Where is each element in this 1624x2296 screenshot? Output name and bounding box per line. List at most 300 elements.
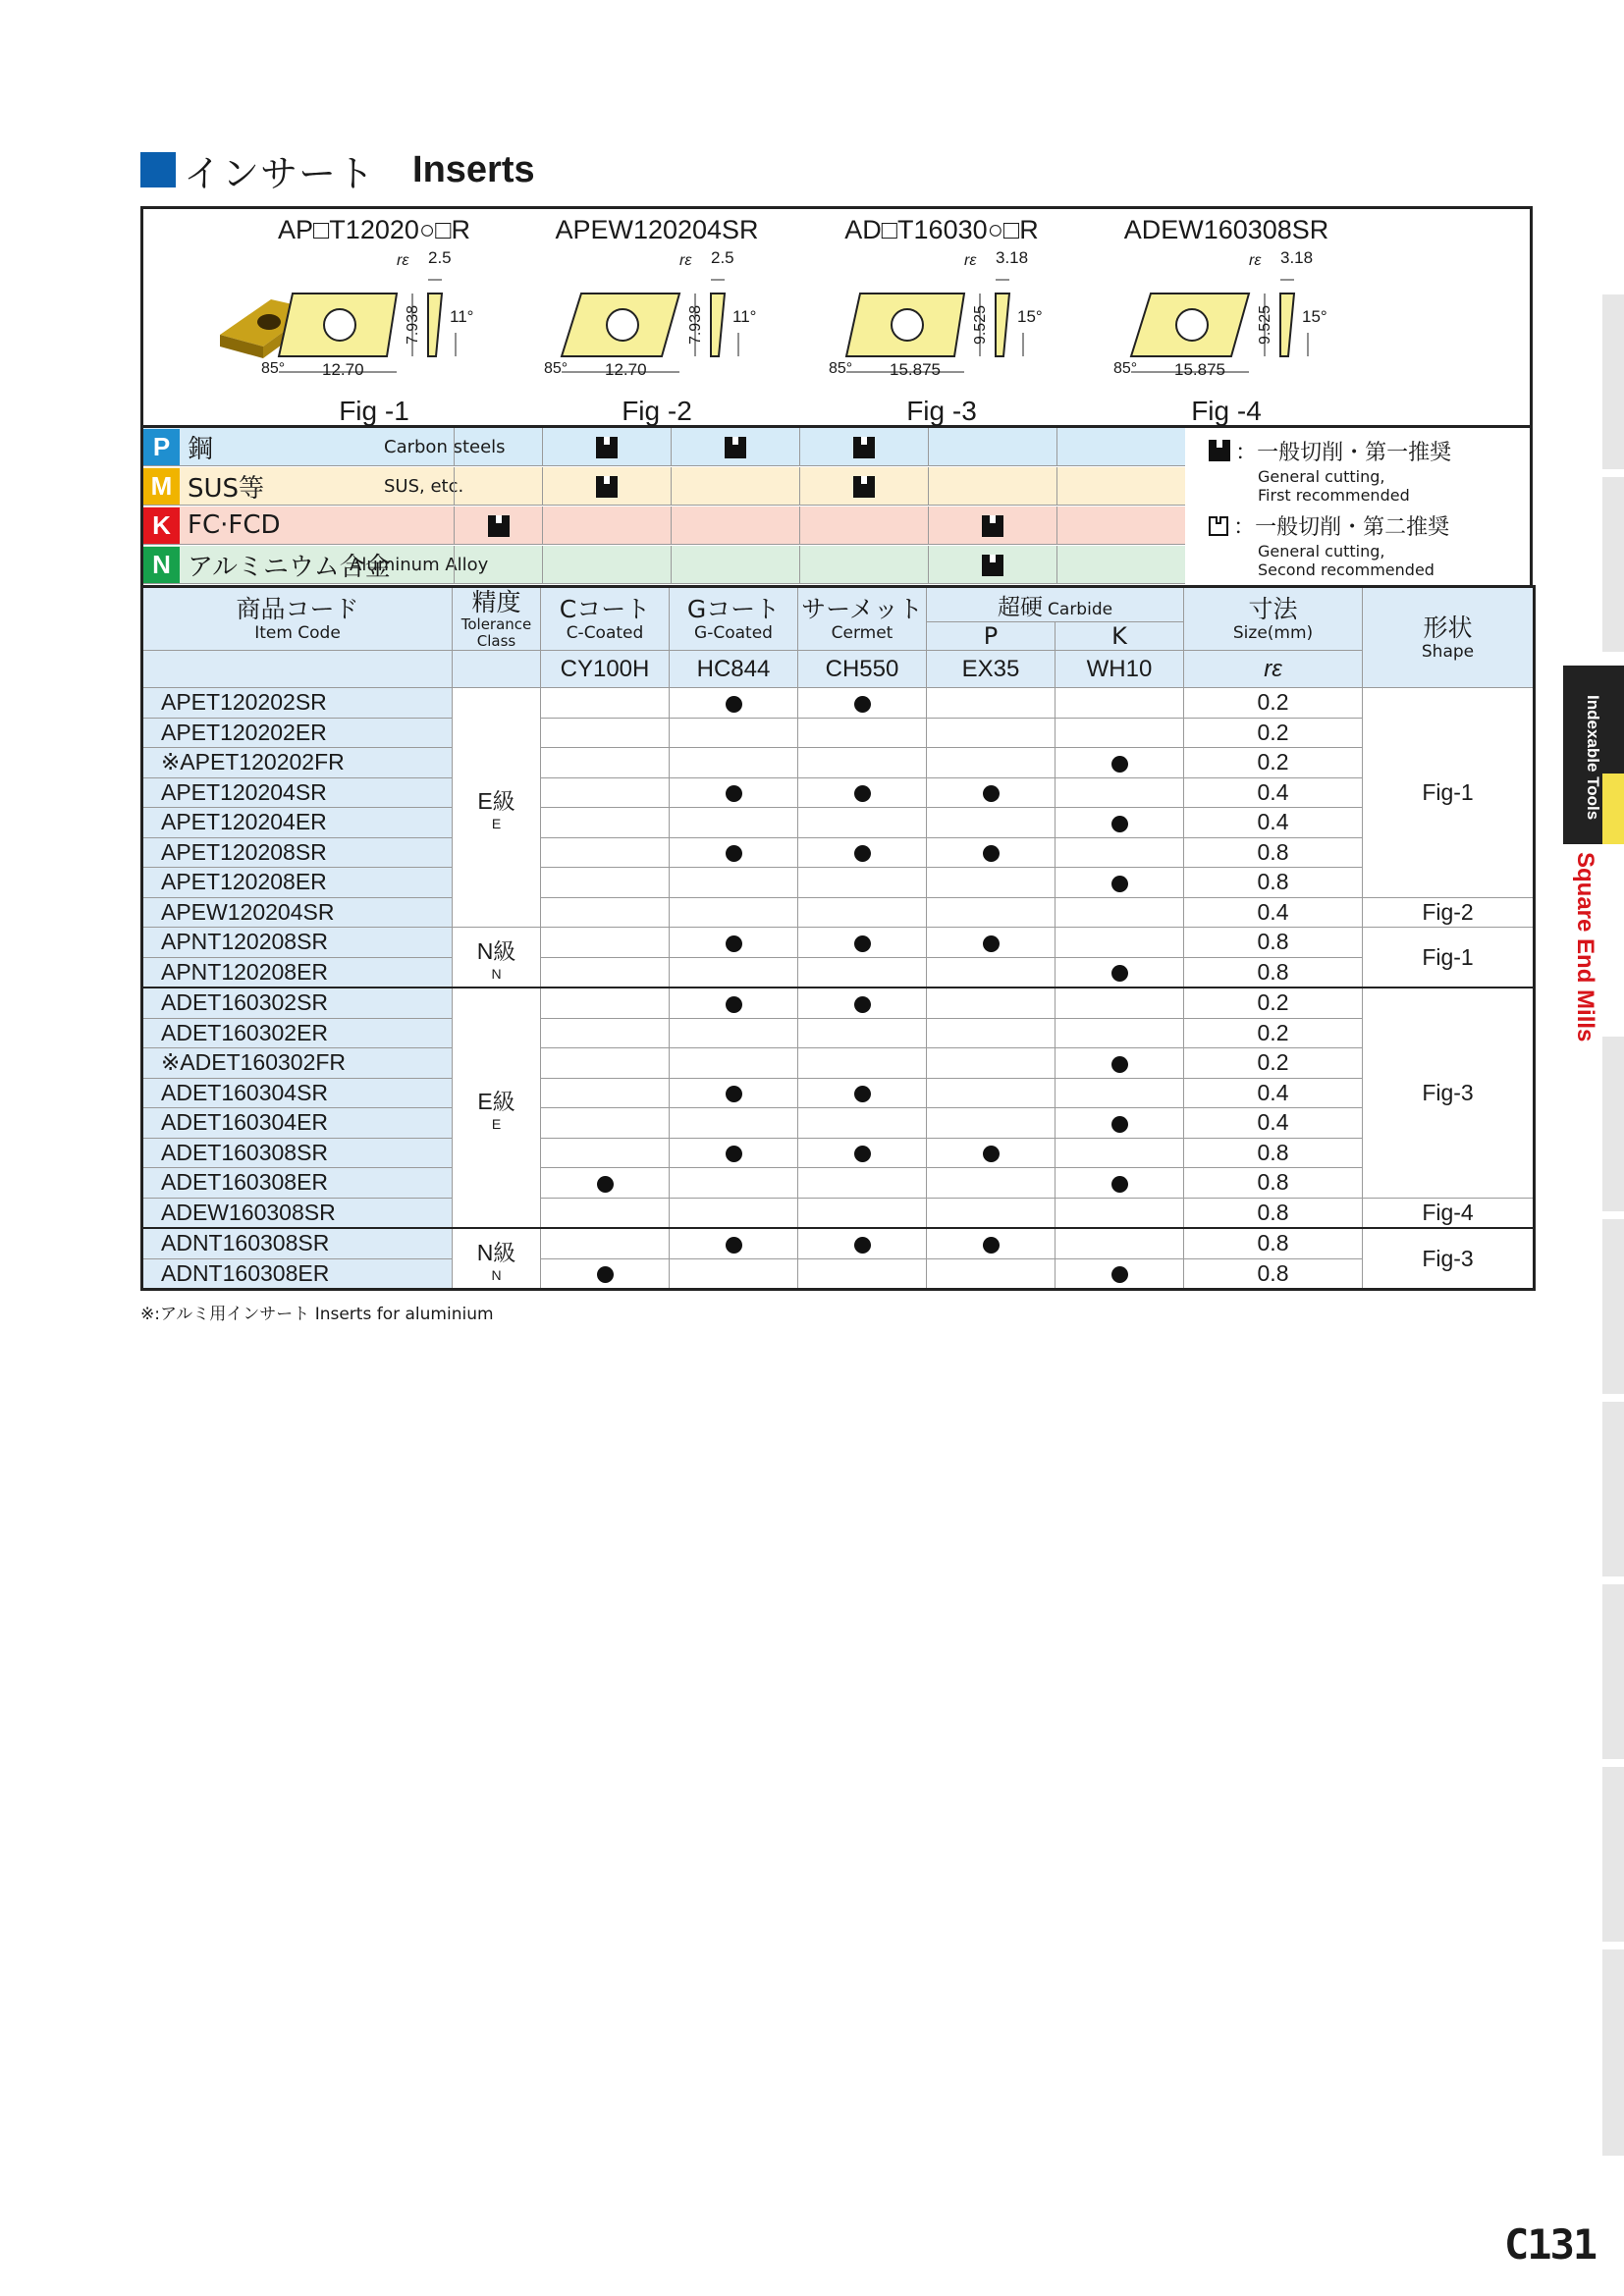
legend-second-jp: ：一般切削・第二推奨 — [1233, 515, 1450, 540]
corner-radius: 0.4 — [1184, 777, 1363, 808]
grade-cell — [670, 837, 798, 868]
grade-cell — [1056, 1198, 1184, 1228]
grade-cell — [670, 897, 798, 928]
grade-cell — [670, 688, 798, 719]
index-tab-label: Indexable Tools — [1584, 695, 1602, 821]
corner-radius: 0.2 — [1184, 688, 1363, 719]
grade-cell — [541, 808, 670, 838]
tolerance-class: N級 N — [453, 1228, 541, 1290]
grade-cell — [798, 1018, 927, 1048]
table-row — [142, 988, 1535, 1018]
available-dot-icon — [1111, 1116, 1128, 1133]
header-re: rε — [1184, 651, 1363, 688]
material-cell — [542, 467, 671, 506]
dimension-re: rε — [679, 252, 692, 269]
grade-cell — [541, 1258, 670, 1290]
grade-cell — [541, 688, 670, 719]
first-recommended-icon — [725, 437, 746, 458]
available-dot-icon — [854, 1086, 871, 1102]
table-row — [142, 868, 1535, 898]
material-en: Aluminum Alloy — [350, 554, 489, 575]
legend-first-en2: First recommended — [1258, 486, 1410, 505]
insert-drawing — [232, 254, 516, 401]
dimension-len: 12.70 — [322, 360, 364, 379]
first-recommended-icon — [488, 515, 510, 537]
available-dot-icon — [983, 935, 1000, 952]
grade-cell — [798, 957, 927, 988]
available-dot-icon — [726, 1146, 742, 1162]
grade-cell — [541, 897, 670, 928]
table-row — [142, 928, 1535, 958]
header-carbide: 超硬 Carbide — [927, 587, 1184, 622]
insert-drawing — [799, 254, 1084, 401]
available-dot-icon — [726, 845, 742, 862]
grade-cell — [927, 897, 1056, 928]
figure-label: Fig -3 — [906, 396, 977, 426]
corner-radius: 0.8 — [1184, 837, 1363, 868]
dimension-clear: 15° — [1302, 307, 1327, 326]
dimension-re: rε — [964, 252, 977, 269]
header-tolerance: 精度 Tolerance Class — [453, 587, 541, 651]
table-row — [142, 808, 1535, 838]
grade-cell — [541, 1138, 670, 1168]
second-recommended-icon — [1209, 516, 1228, 536]
available-dot-icon — [983, 1146, 1000, 1162]
item-code: ※APET120202FR — [142, 748, 453, 778]
grade-cell — [670, 1078, 798, 1108]
grade-cell — [798, 777, 927, 808]
grade-cell — [670, 1018, 798, 1048]
material-en: SUS, etc. — [384, 475, 464, 497]
material-cell — [799, 467, 928, 506]
item-code: ADET160304ER — [142, 1108, 453, 1139]
tolerance-class: E級 E — [453, 988, 541, 1228]
page-number: C131 — [1504, 2220, 1597, 2269]
heading-square-icon — [140, 152, 176, 187]
corner-radius: 0.8 — [1184, 1168, 1363, 1199]
header-size: 寸法 Size(mm) — [1184, 587, 1363, 651]
legend-first-jp: ：一般切削・第一推奨 — [1235, 441, 1452, 465]
grade-cell — [927, 837, 1056, 868]
grade-cell — [1056, 837, 1184, 868]
grade-cell — [1056, 1108, 1184, 1139]
corner-radius: 0.2 — [1184, 748, 1363, 778]
grade-cell — [1056, 1168, 1184, 1199]
material-cell — [928, 546, 1056, 584]
available-dot-icon — [1111, 816, 1128, 832]
grade-cell — [927, 1228, 1056, 1258]
grade-cell — [541, 777, 670, 808]
grade-cell — [670, 868, 798, 898]
side-tab — [1602, 477, 1624, 652]
grade-cell — [541, 748, 670, 778]
dimension-re: rε — [1249, 252, 1262, 269]
grade-cell — [1056, 777, 1184, 808]
grade-cell — [927, 1168, 1056, 1199]
available-dot-icon — [597, 1266, 614, 1283]
grade-cell — [670, 1168, 798, 1199]
grade-cell — [541, 988, 670, 1018]
table-row — [142, 1258, 1535, 1290]
material-cell — [542, 428, 671, 466]
grade-cell — [670, 1228, 798, 1258]
available-dot-icon — [1111, 965, 1128, 982]
grade-cell — [670, 988, 798, 1018]
dimension-ang: 85° — [261, 360, 286, 377]
grade-cell — [798, 897, 927, 928]
dimension-ang: 85° — [1113, 360, 1138, 377]
grade-cell — [927, 1108, 1056, 1139]
material-cell — [799, 546, 928, 584]
section-tab-label: Square End Mills — [1572, 852, 1598, 1042]
grade-cell — [541, 868, 670, 898]
table-row — [142, 1228, 1535, 1258]
available-dot-icon — [854, 696, 871, 713]
corner-radius: 0.8 — [1184, 928, 1363, 958]
material-jp: SUS等 — [188, 473, 265, 504]
figure-label: Fig -4 — [1191, 396, 1262, 426]
grade-cell — [1056, 897, 1184, 928]
grade-cell — [541, 1168, 670, 1199]
corner-radius: 0.2 — [1184, 1048, 1363, 1079]
material-row — [143, 428, 1185, 466]
grade-cell — [541, 718, 670, 748]
material-en: Carbon steels — [384, 436, 506, 457]
table-row — [142, 777, 1535, 808]
item-code: ADET160302ER — [142, 1018, 453, 1048]
material-cell — [928, 467, 1056, 506]
corner-radius: 0.8 — [1184, 957, 1363, 988]
grade-cell — [798, 748, 927, 778]
grade-cell — [798, 928, 927, 958]
grade-cell — [541, 1108, 670, 1139]
grade-cell — [798, 988, 927, 1018]
grade-cell — [1056, 1018, 1184, 1048]
item-code: APET120204SR — [142, 777, 453, 808]
available-dot-icon — [854, 1146, 871, 1162]
grade-cell — [798, 1258, 927, 1290]
item-code: ADET160302SR — [142, 988, 453, 1018]
grade-cell — [1056, 957, 1184, 988]
grade-wh10: WH10 — [1056, 651, 1184, 688]
first-recommended-icon — [853, 476, 875, 498]
available-dot-icon — [1111, 1266, 1128, 1283]
grade-cell — [927, 688, 1056, 719]
corner-radius: 0.2 — [1184, 988, 1363, 1018]
grade-cell — [1056, 808, 1184, 838]
material-row — [143, 467, 1185, 506]
available-dot-icon — [1111, 1056, 1128, 1073]
material-badge: K — [143, 507, 180, 544]
item-code: ※ADET160302FR — [142, 1048, 453, 1079]
available-dot-icon — [726, 996, 742, 1013]
grade-cell — [1056, 1048, 1184, 1079]
grade-cell — [927, 1198, 1056, 1228]
table-row — [142, 1168, 1535, 1199]
grade-cell — [927, 808, 1056, 838]
shape-ref: Fig-3 — [1363, 1228, 1535, 1290]
insert-figures — [140, 206, 1533, 428]
legend-first-en1: General cutting, — [1258, 467, 1385, 486]
material-row — [143, 546, 1185, 584]
grade-cell — [670, 957, 798, 988]
item-code: ADNT160308ER — [142, 1258, 453, 1290]
available-dot-icon — [726, 1237, 742, 1254]
heading-jp: インサート — [184, 151, 376, 195]
insert-figure — [799, 215, 1084, 426]
grade-cell — [670, 748, 798, 778]
material-cell — [454, 428, 542, 466]
dimension-clear: 11° — [732, 307, 757, 326]
available-dot-icon — [983, 845, 1000, 862]
material-cell — [928, 507, 1056, 545]
material-cell — [1056, 467, 1185, 506]
header-shape: 形状 Shape — [1363, 587, 1535, 688]
legend-second-en1: General cutting, — [1258, 542, 1385, 561]
item-code: APET120202SR — [142, 688, 453, 719]
grade-cell — [927, 957, 1056, 988]
grade-cell — [798, 1228, 927, 1258]
material-cell — [1056, 546, 1185, 584]
table-row — [142, 897, 1535, 928]
dimension-ang: 85° — [829, 360, 853, 377]
shape-ref: Fig-1 — [1363, 688, 1535, 898]
corner-radius: 0.2 — [1184, 718, 1363, 748]
grade-cell — [927, 1138, 1056, 1168]
grade-cell — [1056, 928, 1184, 958]
grade-cell — [541, 928, 670, 958]
grade-cell — [927, 718, 1056, 748]
corner-radius: 0.4 — [1184, 1108, 1363, 1139]
available-dot-icon — [854, 845, 871, 862]
header-c-coated: Cコート C-Coated — [541, 587, 670, 651]
available-dot-icon — [854, 996, 871, 1013]
corner-radius: 0.2 — [1184, 1018, 1363, 1048]
first-recommended-icon — [982, 555, 1003, 576]
available-dot-icon — [726, 1086, 742, 1102]
first-recommended-icon — [596, 476, 618, 498]
material-row — [143, 507, 1185, 545]
material-jp: アルミニウム合金 — [188, 552, 391, 582]
insert-figure — [232, 215, 516, 426]
grade-cell — [798, 1048, 927, 1079]
grade-cell — [927, 1078, 1056, 1108]
first-recommended-icon — [982, 515, 1003, 537]
grade-cell — [1056, 748, 1184, 778]
grade-cell — [1056, 1228, 1184, 1258]
material-cell — [928, 428, 1056, 466]
material-cell — [1056, 507, 1185, 545]
first-recommended-icon — [596, 437, 618, 458]
grade-cell — [670, 928, 798, 958]
figure-label: Fig -1 — [339, 396, 409, 426]
material-cell — [1056, 428, 1185, 466]
grade-cell — [798, 718, 927, 748]
header-k: K — [1056, 622, 1184, 651]
material-cell — [671, 546, 799, 584]
tolerance-class: N級 N — [453, 928, 541, 988]
legend — [1191, 428, 1530, 585]
available-dot-icon — [726, 935, 742, 952]
grade-cell — [670, 1108, 798, 1139]
item-code: APET120208ER — [142, 868, 453, 898]
grade-cell — [927, 988, 1056, 1018]
table-row — [142, 748, 1535, 778]
corner-radius: 0.8 — [1184, 868, 1363, 898]
grade-cell — [541, 957, 670, 988]
corner-radius: 0.4 — [1184, 1078, 1363, 1108]
grade-hc844: HC844 — [670, 651, 798, 688]
side-tab — [1602, 294, 1624, 469]
item-code: APET120204ER — [142, 808, 453, 838]
material-cell — [799, 507, 928, 545]
corner-radius: 0.8 — [1184, 1228, 1363, 1258]
item-code: ADEW160308SR — [142, 1198, 453, 1228]
material-cell — [454, 507, 542, 545]
grade-cell — [670, 808, 798, 838]
item-code: APNT120208ER — [142, 957, 453, 988]
insert-figure-code: ADEW160308SR — [1123, 215, 1329, 244]
grade-cell — [541, 1018, 670, 1048]
side-tab — [1602, 1949, 1624, 2156]
side-tab — [1602, 1584, 1624, 1759]
grade-cell — [670, 777, 798, 808]
grade-cell — [927, 1258, 1056, 1290]
grade-cy100h: CY100H — [541, 651, 670, 688]
header-item-code: 商品コード Item Code — [142, 587, 453, 651]
insert-figure-code: AP□T12020○□R — [277, 215, 470, 244]
section-heading — [140, 147, 535, 195]
dimension-ang: 85° — [544, 360, 568, 377]
grade-cell — [798, 1108, 927, 1139]
side-tab — [1602, 1219, 1624, 1394]
insert-drawing — [514, 254, 799, 401]
item-code: ADET160308SR — [142, 1138, 453, 1168]
grade-cell — [927, 748, 1056, 778]
material-cell — [671, 428, 799, 466]
grade-ex35: EX35 — [927, 651, 1056, 688]
grade-cell — [927, 1018, 1056, 1048]
footnote: ※:アルミ用インサート Inserts for aluminium — [140, 1305, 494, 1324]
item-code: APET120202ER — [142, 718, 453, 748]
first-recommended-icon — [853, 437, 875, 458]
grade-cell — [927, 777, 1056, 808]
grade-cell — [798, 1138, 927, 1168]
grade-cell — [1056, 1138, 1184, 1168]
item-code: ADET160304SR — [142, 1078, 453, 1108]
item-code: ADET160308ER — [142, 1168, 453, 1199]
item-code: APET120208SR — [142, 837, 453, 868]
material-matrix — [140, 428, 1533, 585]
dimension-h: 7.938 — [687, 305, 704, 346]
available-dot-icon — [726, 696, 742, 713]
dimension-w: 2.5 — [428, 248, 452, 267]
shape-ref: Fig-1 — [1363, 928, 1535, 988]
table-row — [142, 1018, 1535, 1048]
first-recommended-icon — [1209, 440, 1230, 461]
grade-cell — [541, 1228, 670, 1258]
corner-radius: 0.8 — [1184, 1138, 1363, 1168]
material-jp: 鋼 — [188, 434, 214, 464]
header-cermet: サーメット Cermet — [798, 587, 927, 651]
material-cell — [454, 467, 542, 506]
grade-cell — [1056, 988, 1184, 1018]
grade-ch550: CH550 — [798, 651, 927, 688]
insert-figure-code: AD□T16030○□R — [844, 215, 1039, 244]
dimension-w: 2.5 — [711, 248, 734, 267]
grade-cell — [927, 1048, 1056, 1079]
table-row — [142, 837, 1535, 868]
shape-ref: Fig-3 — [1363, 988, 1535, 1198]
table-row — [142, 1138, 1535, 1168]
dimension-len: 12.70 — [605, 360, 647, 379]
grade-cell — [670, 1258, 798, 1290]
available-dot-icon — [983, 785, 1000, 802]
grade-cell — [798, 1168, 927, 1199]
material-badge: P — [143, 429, 180, 465]
grade-cell — [798, 837, 927, 868]
available-dot-icon — [726, 785, 742, 802]
grade-cell — [798, 1078, 927, 1108]
item-code: APNT120208SR — [142, 928, 453, 958]
header-item-spacer — [142, 651, 453, 688]
dimension-clear: 11° — [450, 307, 474, 326]
corner-radius: 0.4 — [1184, 808, 1363, 838]
grade-cell — [798, 808, 927, 838]
grade-cell — [1056, 868, 1184, 898]
material-cell — [671, 507, 799, 545]
grade-cell — [927, 868, 1056, 898]
side-tab — [1602, 1767, 1624, 1942]
available-dot-icon — [597, 1176, 614, 1193]
grade-cell — [541, 1048, 670, 1079]
dimension-h: 7.938 — [405, 305, 421, 346]
header-p: P — [927, 622, 1056, 651]
available-dot-icon — [1111, 876, 1128, 892]
grade-cell — [1056, 1078, 1184, 1108]
dimension-clear: 15° — [1017, 307, 1043, 326]
table-row — [142, 1078, 1535, 1108]
table-row — [142, 1048, 1535, 1079]
insert-drawing — [1084, 254, 1369, 401]
corner-radius: 0.8 — [1184, 1198, 1363, 1228]
grade-cell — [670, 1048, 798, 1079]
shape-ref: Fig-4 — [1363, 1198, 1535, 1228]
table-row — [142, 957, 1535, 988]
grade-cell — [670, 1138, 798, 1168]
grade-cell — [541, 1198, 670, 1228]
shape-ref: Fig-2 — [1363, 897, 1535, 928]
material-jp: FC·FCD — [188, 510, 281, 540]
dimension-w: 3.18 — [1280, 248, 1314, 267]
material-cell — [799, 428, 928, 466]
grade-cell — [541, 1078, 670, 1108]
material-cell — [454, 546, 542, 584]
item-code: APEW120204SR — [142, 897, 453, 928]
grade-cell — [670, 718, 798, 748]
dimension-len: 15.875 — [890, 360, 941, 379]
grade-cell — [798, 868, 927, 898]
available-dot-icon — [1111, 756, 1128, 773]
grade-cell — [541, 837, 670, 868]
table-row — [142, 718, 1535, 748]
table-row — [142, 1108, 1535, 1139]
available-dot-icon — [854, 785, 871, 802]
insert-figure-code: APEW120204SR — [555, 215, 759, 244]
material-cell — [542, 507, 671, 545]
corner-radius: 0.4 — [1184, 897, 1363, 928]
material-badge: N — [143, 547, 180, 583]
